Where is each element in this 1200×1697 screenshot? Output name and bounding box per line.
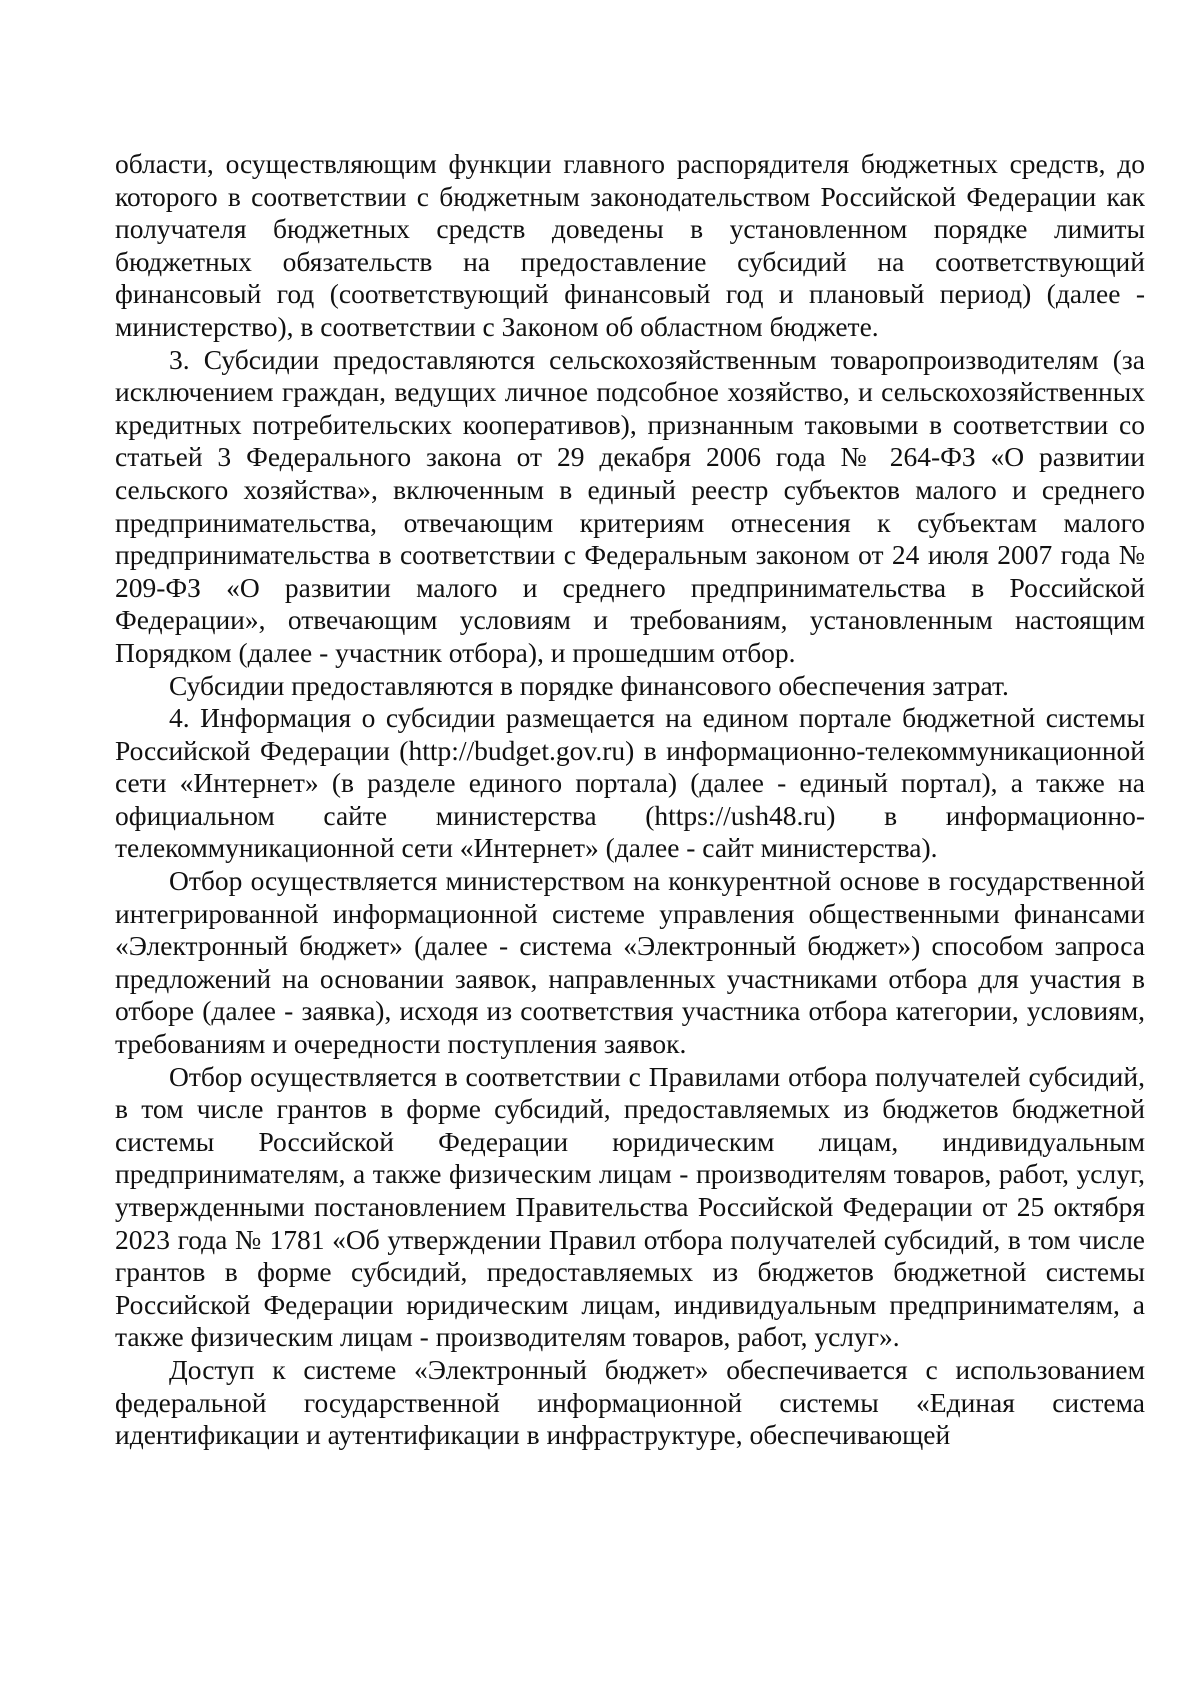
paragraph-system-access: Доступ к системе «Электронный бюджет» обеспечивается с использованием федеральной государственной информационной системы «Единая система идентификации и аутентификации в инфраструктуре, обеспечивающей — [115, 1353, 1145, 1451]
paragraph-selection-process: Отбор осуществляется министерством на конкурентной основе в государственной интегрированной информационной системе управления общественными финансами «Электронный бюджет» (далее - система «Электронный бюджет») способом запроса предложений на основании заявок, направленных участниками отбора для участия в отборе (далее - заявка), исходя из соответствия участника отбора категории, условиям, требованиям и очередности поступления заявок. — [115, 865, 1145, 1060]
paragraph-item-3: 3. Субсидии предоставляются сельскохозяйственным товаропроизводителям (за исключением граждан, ведущих личное подсобное хозяйство, и сельскохозяйственных кредитных потребительских кооперативов), признанным таковыми в соответствии со статьей 3 Федерального закона от 29 декабря 2006 года № 264-ФЗ «О развитии сельского хозяйства», включенным в единый реестр субъектов малого и среднего предпринимательства, отвечающим критериям отнесения к субъектам малого предпринимательства в соответствии с Федеральным законом от 24 июля 2007 года № 209-ФЗ «О развитии малого и среднего предпринимательства в Российской Федерации», отвечающим условиям и требованиям, установленным настоящим Порядком (далее - участник отбора), и прошедшим отбор. — [115, 343, 1145, 668]
document-body — [115, 148, 1145, 1452]
paragraph-financial-support: Субсидии предоставляются в порядке финансового обеспечения затрат. — [169, 669, 1009, 701]
paragraph-item-4: 4. Информация о субсидии размещается на едином портале бюджетной системы Российской Федерации (http://budget.gov.ru) в информационно-телекоммуникационной сети «Интернет» (в разделе единого портала) (далее - единый портал), а также на официальном сайте министерства (https://ush48.ru) в информационно-телекоммуникационной сети «Интернет» (далее - сайт министерства). — [115, 702, 1145, 864]
paragraph-selection-rules: Отбор осуществляется в соответствии с Правилами отбора получателей субсидий, в том числе грантов в форме субсидий, предоставляемых из бюджетов бюджетной системы Российской Федерации юридическим лицам, индивидуальным предпринимателям, а также физическим лицам - производителям товаров, работ, услуг, утвержденными постановлением Правительства Российской Федерации от 25 октября 2023 года № 1781 «Об утверждении Правил отбора получателей субсидий, в том числе грантов в форме субсидий, предоставляемых из бюджетов бюджетной системы Российской Федерации юридическим лицам, индивидуальным предпринимателям, а также физическим лицам - производителям товаров, работ, услуг». — [115, 1060, 1145, 1353]
paragraph-continuation: области, осуществляющим функции главного распорядителя бюджетных средств, до которого в соответствии с бюджетным законодательством Российской Федерации как получателя бюджетных средств доведены в установленном порядке лимиты бюджетных обязательств на предоставление субсидий на соответствующий финансовый год (соответствующий финансовый год и плановый период) (далее - министерство), в соответствии с Законом об областном бюджете. — [115, 148, 1145, 342]
